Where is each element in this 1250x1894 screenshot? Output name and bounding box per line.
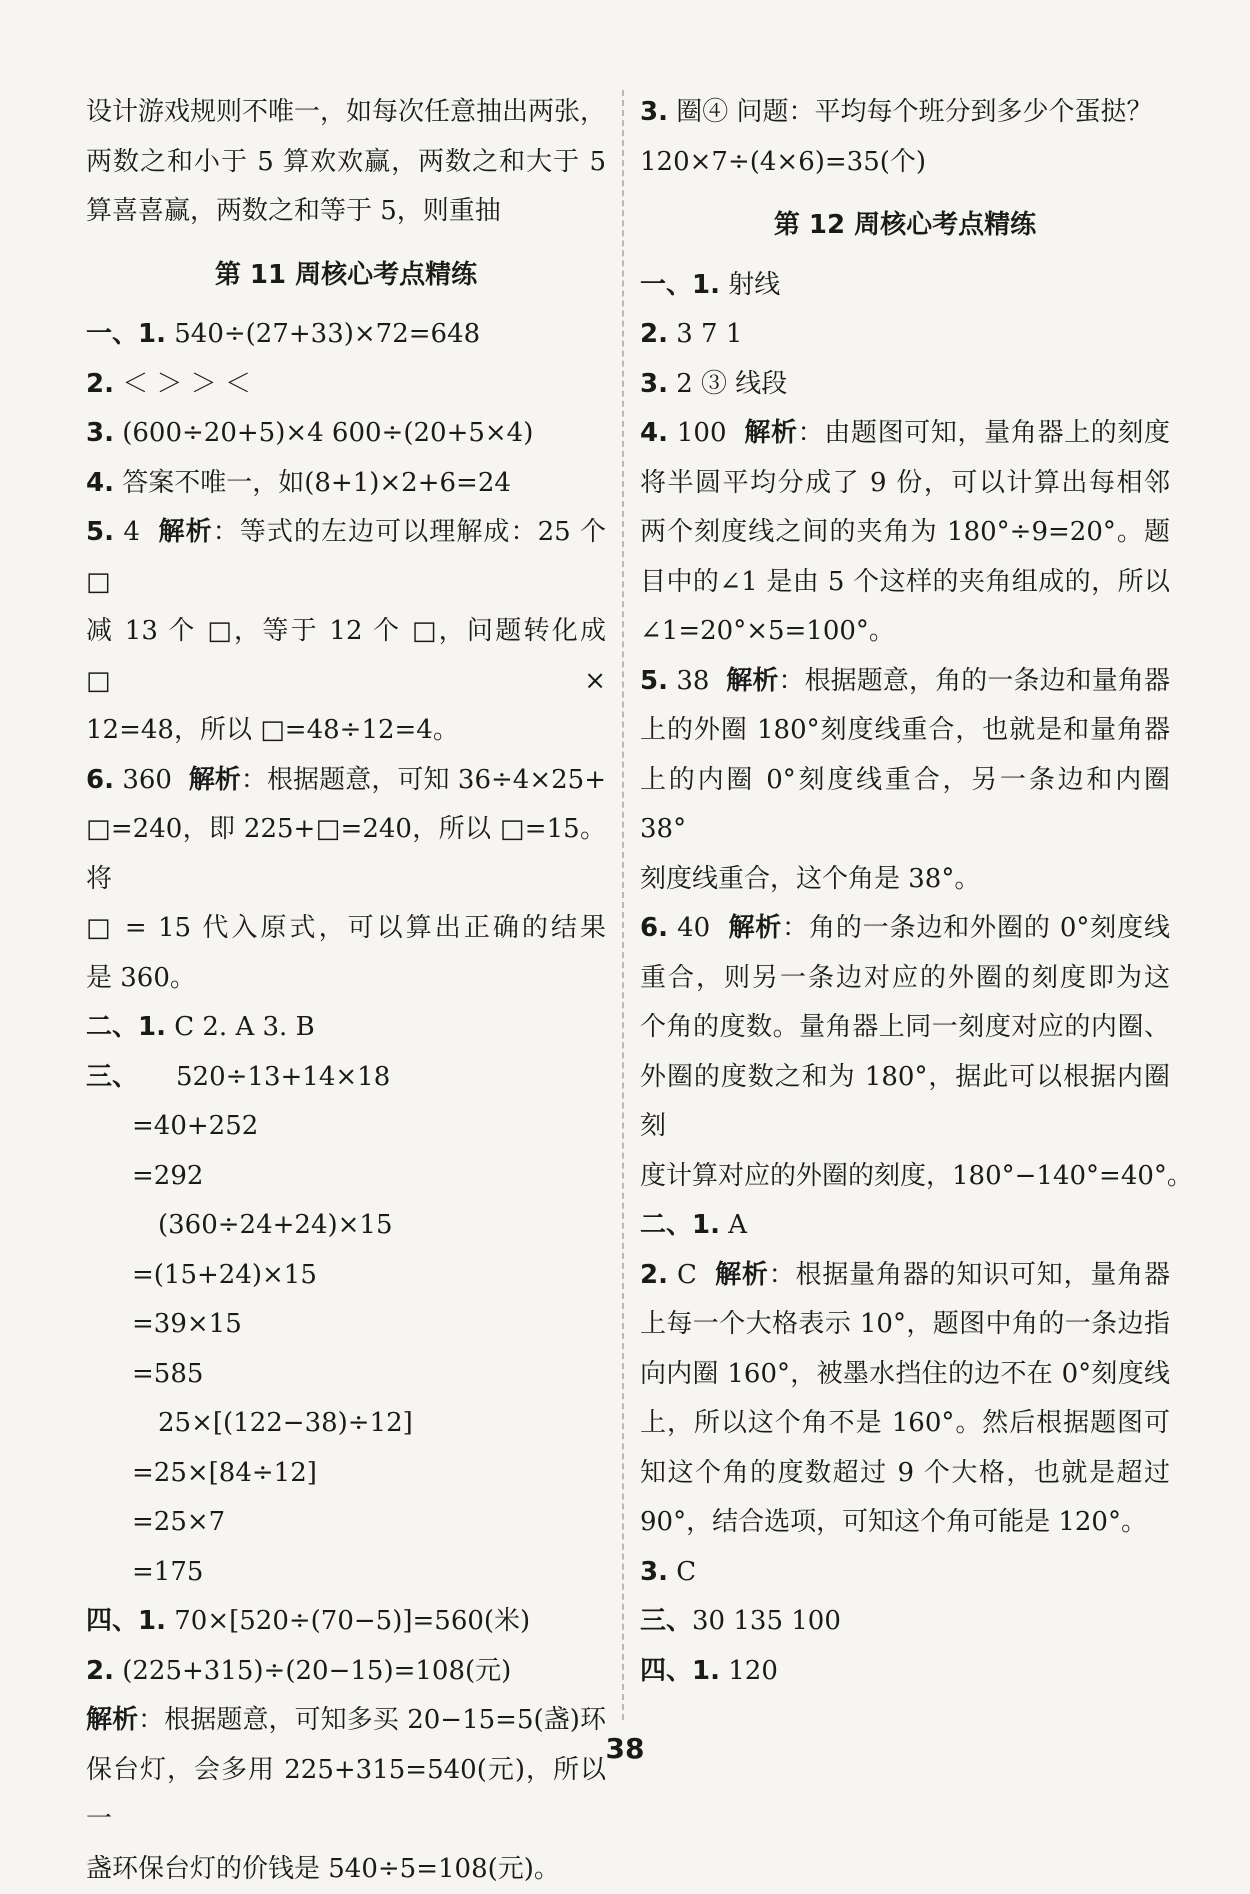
answer-2-3: 3. C: [640, 1548, 1170, 1598]
text-line: 两数之和小于 5 算欢欢赢，两数之和大于 5: [86, 138, 606, 188]
text-line: 重合，则另一条边对应的外圈的刻度即为这: [640, 954, 1170, 1004]
text-line: ∠1=20°×5=100°。: [640, 607, 1170, 657]
answer-2-1: 二、1. A: [640, 1201, 1170, 1251]
text-line: 盏环保台灯的价钱是 540÷5=108(元)。: [86, 1845, 606, 1894]
text-line: 12=48，所以 □=48÷12=4。: [86, 706, 606, 756]
column-divider: [622, 90, 624, 1720]
answer-1-6: 6. 40 解析：角的一条边和外圈的 0°刻度线: [640, 904, 1170, 954]
calc-step: =25×[84÷12]: [86, 1449, 606, 1499]
calc-step: =(15+24)×15: [86, 1251, 606, 1301]
text-line: 上，所以这个角不是 160°。然后根据题图可: [640, 1399, 1170, 1449]
text-line: 上每一个大格表示 10°，题图中角的一条边指: [640, 1300, 1170, 1350]
text-line: 外圈的度数之和为 180°，据此可以根据内圈刻: [640, 1053, 1170, 1152]
answer-1-2: 2. ＜ ＞ ＞ ＜: [86, 360, 606, 410]
text-line: 减 13 个 □，等于 12 个 □，问题转化成 □×: [86, 607, 606, 706]
text-line: 目中的∠1 是由 5 个这样的夹角组成的，所以: [640, 558, 1170, 608]
answer-2-2: 2. C 解析：根据量角器的知识可知，量角器: [640, 1251, 1170, 1301]
text-line: 设计游戏规则不唯一，如每次任意抽出两张，: [86, 88, 606, 138]
text-line: 知这个角的度数超过 9 个大格，也就是超过: [640, 1449, 1170, 1499]
calc-step: =40+252: [86, 1102, 606, 1152]
analysis-4-2: 解析：根据题意，可知多买 20−15=5(盏)环: [86, 1696, 606, 1746]
answer-prev-3: 3. 圈④ 问题：平均每个班分到多少个蛋挞？: [640, 88, 1170, 138]
text-line: 两个刻度线之间的夹角为 180°÷9=20°。题: [640, 508, 1170, 558]
text-line: □=240，即 225+□=240，所以 □=15。将: [86, 805, 606, 904]
answer-4-1: 四、1. 70×[520÷(70−5)]=560(米): [86, 1597, 606, 1647]
answer-1-1: 一、1. 射线: [640, 261, 1170, 311]
answer-3: 三、30 135 100: [640, 1597, 1170, 1647]
text-line: 保台灯，会多用 225+315=540(元)，所以一: [86, 1746, 606, 1845]
answer-1-3: 3. (600÷20+5)×4 600÷(20+5×4): [86, 409, 606, 459]
answer-4-1: 四、1. 120: [640, 1647, 1170, 1697]
left-column: [86, 88, 606, 1894]
calc-step: =175: [86, 1548, 606, 1598]
calc-step: (360÷24+24)×15: [86, 1201, 606, 1251]
answer-1-1: 一、1. 540÷(27+33)×72=648: [86, 310, 606, 360]
answer-1-5: 5. 4 解析：等式的左边可以理解成：25 个 □: [86, 508, 606, 607]
calc-step: =292: [86, 1152, 606, 1202]
calc-step: =585: [86, 1350, 606, 1400]
text-line: 是 360。: [86, 954, 606, 1004]
text-line: 上的内圈 0°刻度线重合，另一条边和内圈 38°: [640, 756, 1170, 855]
section-heading-week-12: 第 12 周核心考点精练: [640, 201, 1170, 251]
text-line: 算喜喜赢，两数之和等于 5，则重抽: [86, 187, 606, 237]
text-line: 将半圆平均分成了 9 份，可以计算出每相邻: [640, 459, 1170, 509]
text-line: 上的外圈 180°刻度线重合，也就是和量角器: [640, 706, 1170, 756]
text-line: 90°，结合选项，可知这个角可能是 120°。: [640, 1498, 1170, 1548]
right-column: [640, 88, 1170, 1696]
answer-1-2: 2. 3 7 1: [640, 310, 1170, 360]
answer-1-6: 6. 360 解析：根据题意，可知 36÷4×25+: [86, 756, 606, 806]
section-heading-week-11: 第 11 周核心考点精练: [86, 251, 606, 301]
answer-4-2: 2. (225+315)÷(20−15)=108(元): [86, 1647, 606, 1697]
answer-1-5: 5. 38 解析：根据题意，角的一条边和量角器: [640, 657, 1170, 707]
page-number: 38: [0, 1732, 1250, 1765]
text-line: 个角的度数。量角器上同一刻度对应的内圈、: [640, 1003, 1170, 1053]
calc-step: =39×15: [86, 1300, 606, 1350]
text-line: 向内圈 160°，被墨水挡住的边不在 0°刻度线: [640, 1350, 1170, 1400]
text-line: 120×7÷(4×6)=35(个): [640, 138, 1170, 188]
text-line: □ = 15 代入原式，可以算出正确的结果: [86, 904, 606, 954]
calc-step: =25×7: [86, 1498, 606, 1548]
answer-3-row: 三、 520÷13+14×18: [86, 1053, 606, 1103]
answer-1-3: 3. 2 ③ 线段: [640, 360, 1170, 410]
answer-2: 二、1. C 2. A 3. B: [86, 1003, 606, 1053]
text-line: 度计算对应的外圈的刻度，180°−140°=40°。: [640, 1152, 1170, 1202]
answer-1-4: 4. 答案不唯一，如(8+1)×2+6=24: [86, 459, 606, 509]
answer-1-4: 4. 100 解析：由题图可知，量角器上的刻度: [640, 409, 1170, 459]
text-line: 刻度线重合，这个角是 38°。: [640, 855, 1170, 905]
calc-step: 25×[(122−38)÷12]: [86, 1399, 606, 1449]
